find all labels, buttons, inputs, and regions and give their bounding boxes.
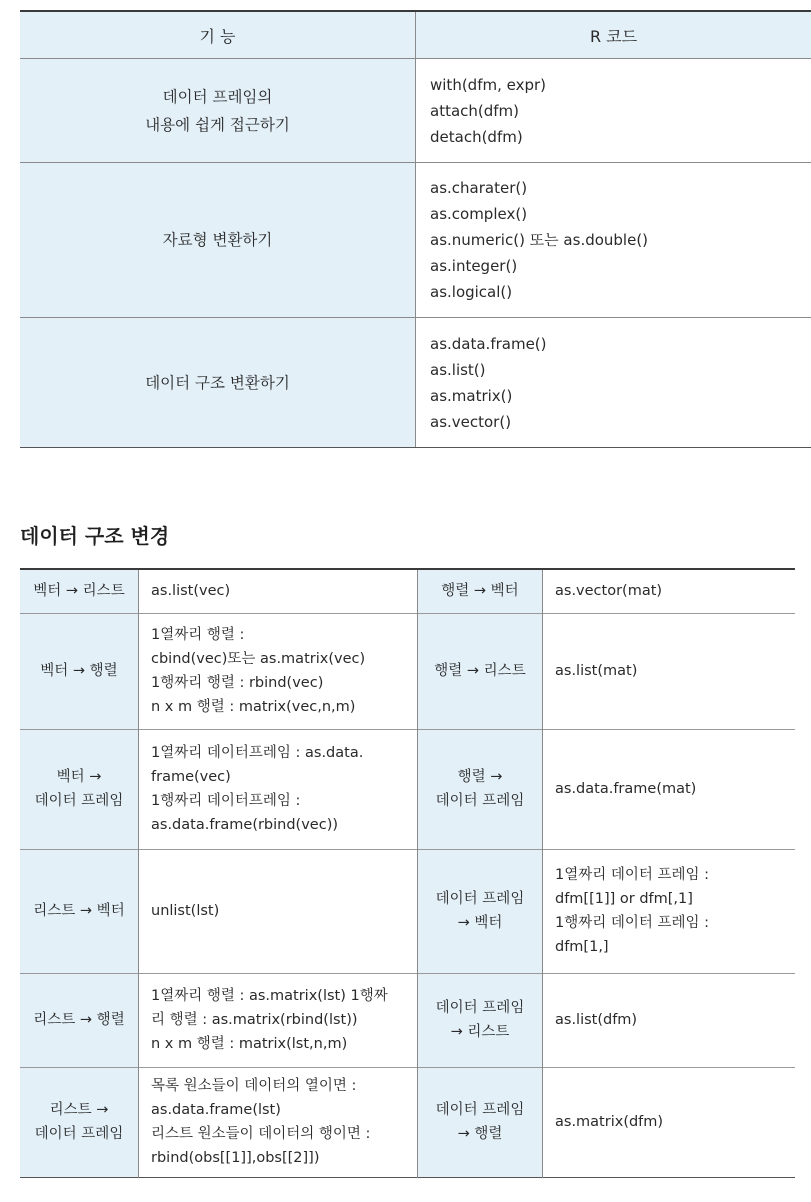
conversion-label-cell: 데이터 프레임 → 리스트 bbox=[418, 973, 543, 1067]
conversion-label-cell: 리스트 → 데이터 프레임 bbox=[20, 1067, 139, 1177]
conversion-code-cell: as.list(vec) bbox=[139, 569, 418, 613]
header-r-code: R 코드 bbox=[416, 11, 811, 59]
table-row bbox=[20, 613, 795, 729]
conversion-label-cell: 벡터 → 데이터 프레임 bbox=[20, 729, 139, 849]
table-row bbox=[20, 569, 795, 613]
function-cell: 데이터 프레임의 내용에 쉽게 접근하기 bbox=[20, 59, 416, 163]
function-cell: 데이터 구조 변환하기 bbox=[20, 318, 416, 448]
conversion-code-cell: as.vector(mat) bbox=[555, 583, 663, 600]
code-cell: with(dfm, expr) attach(dfm) detach(dfm) bbox=[416, 59, 811, 163]
conversion-label-cell: 행렬 → 리스트 bbox=[418, 613, 543, 729]
conversion-code-cell: 목록 원소들이 데이터의 열이면 : as.data.frame(lst) 리스트 원소들이 데이터의 행이면 : rbind(obs[[1]],obs[[2]]) bbox=[139, 1067, 418, 1177]
conversion-label-cell: 행렬 → 데이터 프레임 bbox=[418, 729, 543, 849]
data-structure-conversion-table bbox=[20, 568, 795, 1178]
conversion-code-cell: 1열짜리 데이터프레임 : as.data. frame(vec) 1행짜리 데이터프레임 : as.data.frame(rbind(vec)) bbox=[139, 729, 418, 849]
header-function: 기 능 bbox=[20, 11, 416, 59]
code-cell: as.data.frame() as.list() as.matrix() as.vector() bbox=[416, 318, 811, 448]
section-title: 데이터 구조 변경 bbox=[20, 524, 170, 548]
table-row bbox=[20, 59, 811, 163]
conversion-code-cell: as.list(mat) bbox=[555, 663, 638, 679]
conversion-label-cell: 벡터 → 행렬 bbox=[20, 613, 139, 729]
conversion-label-cell: 벡터 → 리스트 bbox=[20, 569, 139, 613]
table-row bbox=[20, 163, 811, 318]
conversion-code-cell: as.matrix(dfm) bbox=[555, 1114, 664, 1130]
code-cell: as.charater() as.complex() as.numeric() 또는 as.double() as.integer() as.logical() bbox=[416, 163, 811, 318]
table-row bbox=[20, 1067, 795, 1177]
conversion-code-cell: 1열짜리 행렬 : as.matrix(lst) 1행짜 리 행렬 : as.matrix(rbind(lst)) n x m 행렬 : matrix(lst,n,m) bbox=[139, 973, 418, 1067]
conversion-label-cell: 행렬 → 벡터 bbox=[418, 569, 543, 613]
table-row bbox=[20, 729, 795, 849]
table-row bbox=[20, 973, 795, 1067]
conversion-code-cell: as.data.frame(mat) bbox=[555, 781, 697, 797]
conversion-label-cell: 데이터 프레임 → 행렬 bbox=[418, 1067, 543, 1177]
conversion-label-cell: 데이터 프레임 → 벡터 bbox=[418, 849, 543, 973]
conversion-label-cell: 리스트 → 행렬 bbox=[20, 973, 139, 1067]
conversion-label-cell: 리스트 → 벡터 bbox=[20, 849, 139, 973]
function-cell: 자료형 변환하기 bbox=[20, 163, 416, 318]
conversion-code-cell: unlist(lst) bbox=[139, 849, 418, 973]
conversion-code-cell: 1열짜리 행렬 : cbind(vec)또는 as.matrix(vec) 1행짜리 행렬 : rbind(vec) n x m 행렬 : matrix(vec,n,m) bbox=[139, 613, 418, 729]
table-row bbox=[20, 849, 795, 973]
table-row bbox=[20, 318, 811, 448]
r-functions-table bbox=[20, 10, 811, 448]
conversion-code-cell: as.list(dfm) bbox=[555, 1012, 638, 1028]
conversion-code-cell: 1열짜리 데이터 프레임 : dfm[[1]] or dfm[,1] 1행짜리 데이터 프레임 : dfm[1,] bbox=[555, 867, 710, 955]
table-header-row bbox=[20, 11, 811, 59]
